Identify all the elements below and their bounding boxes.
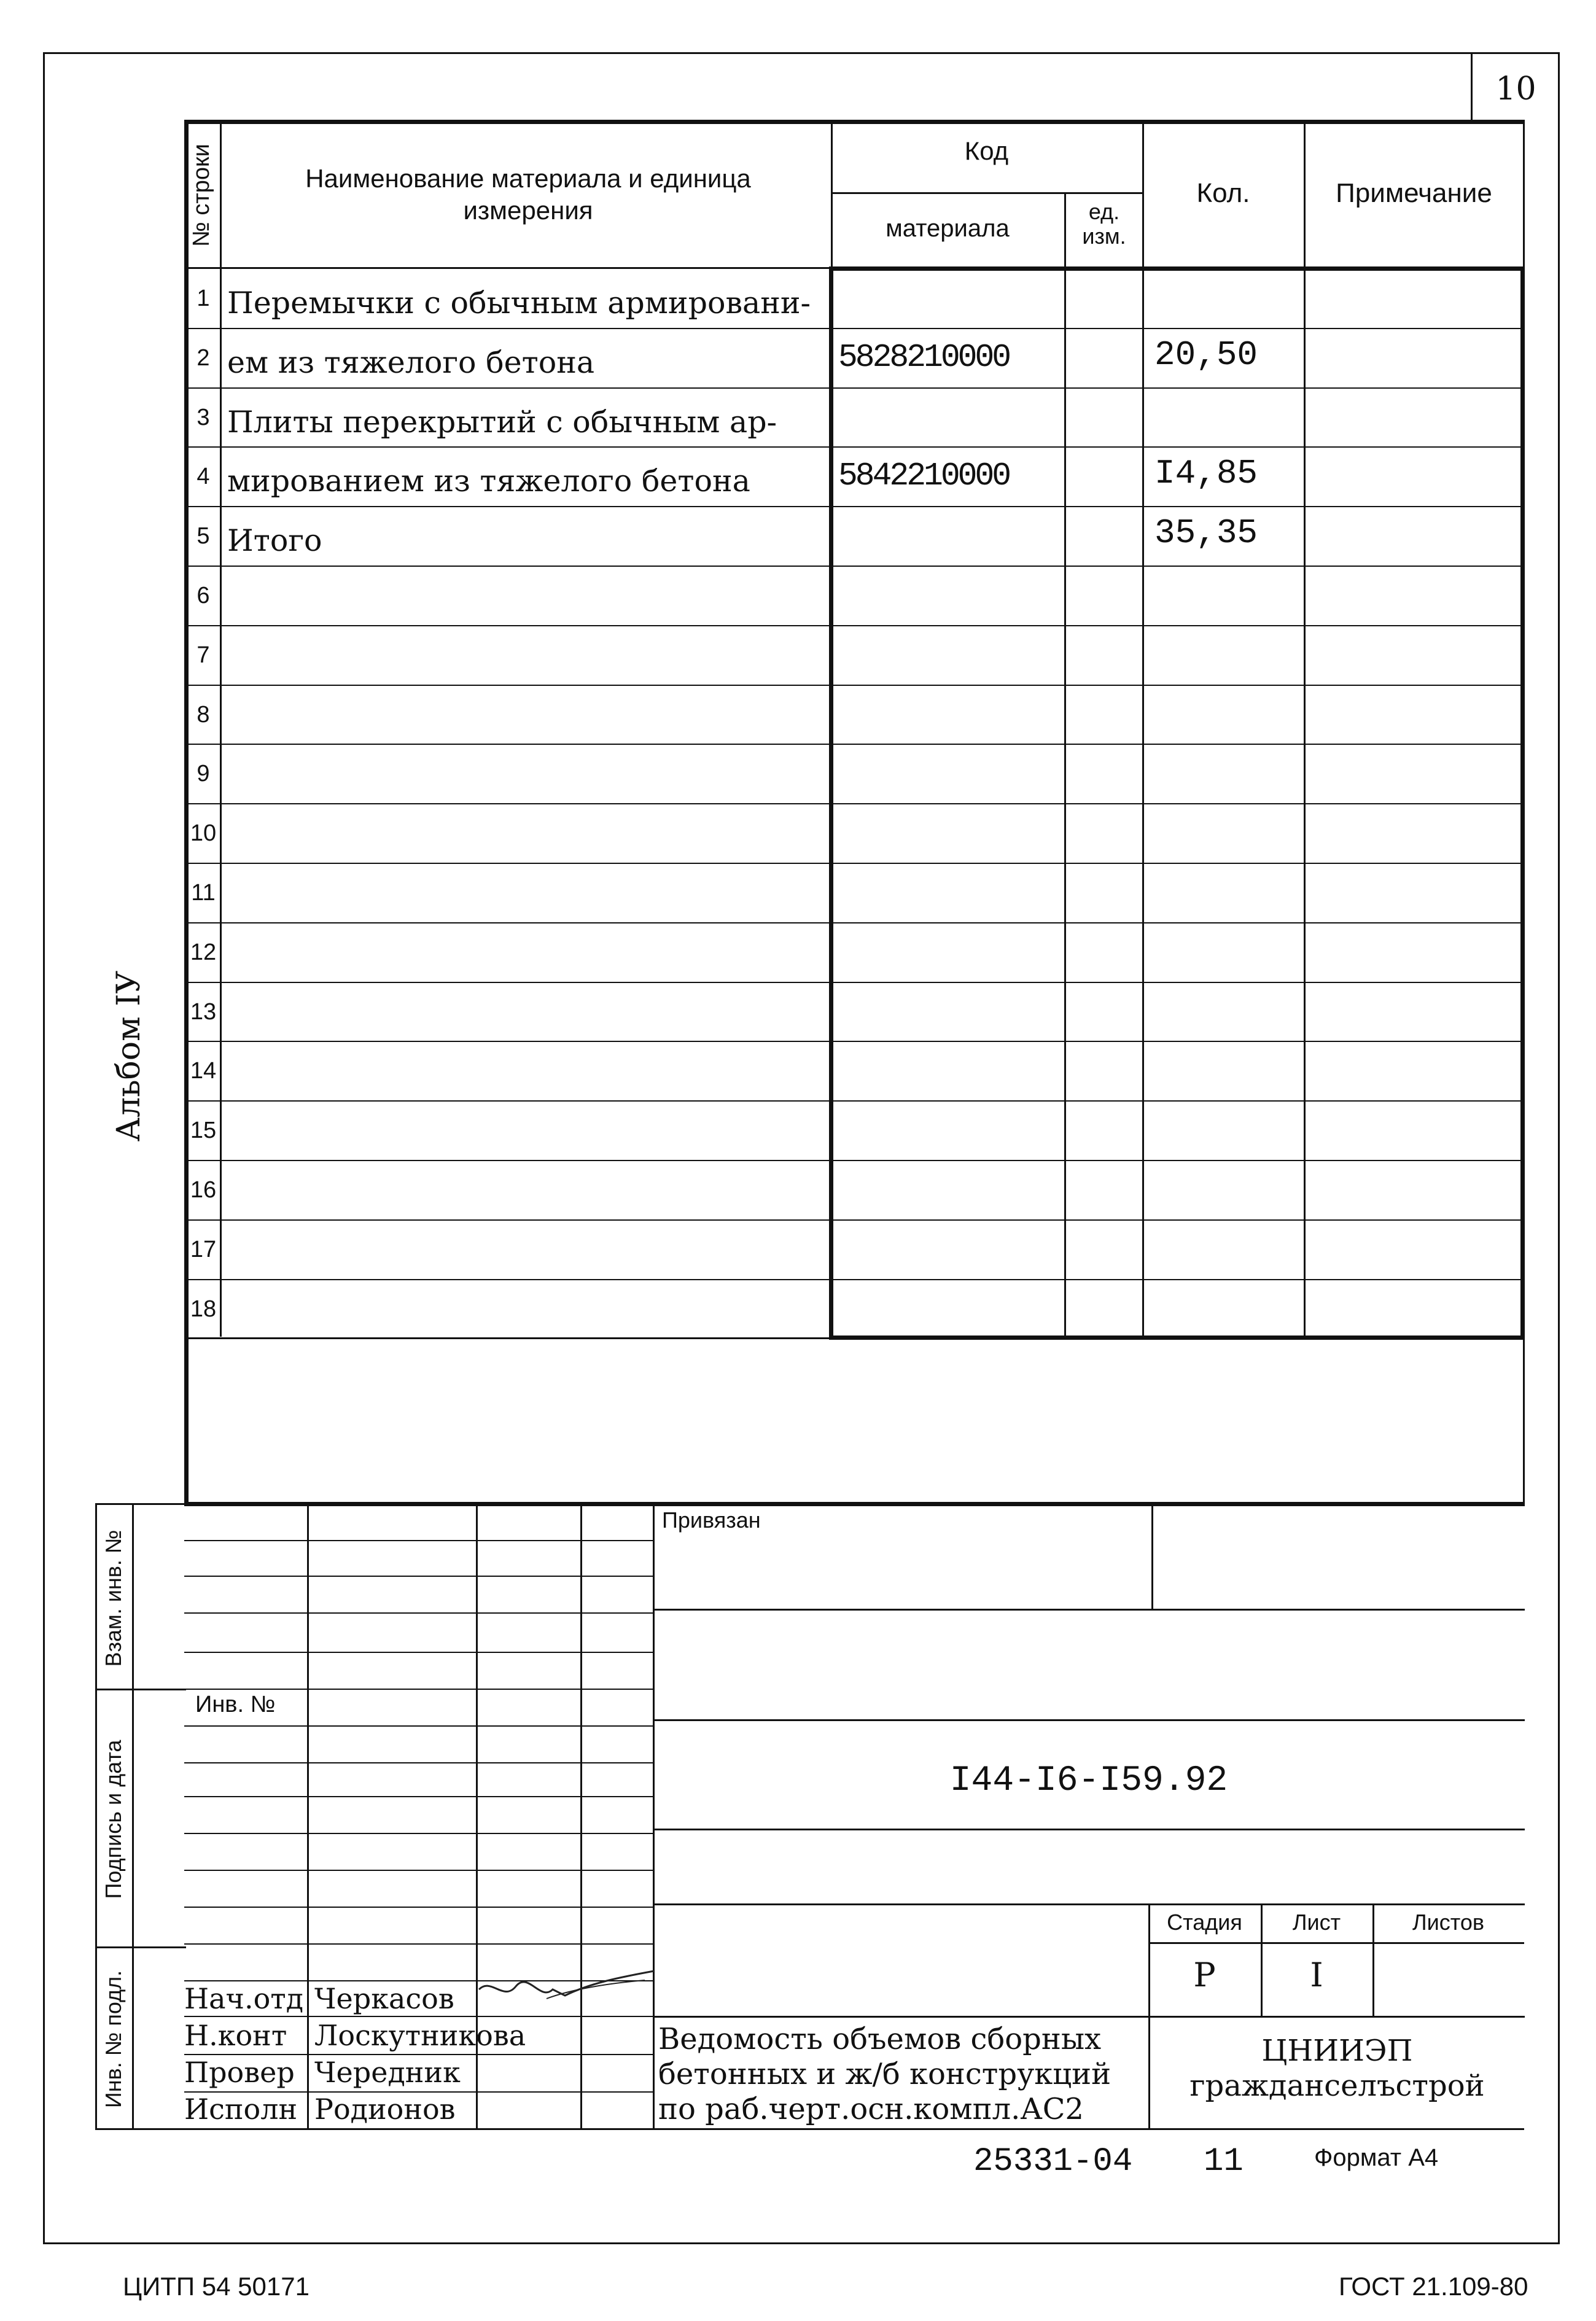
header-material-code: материала xyxy=(886,215,1010,242)
sheet-label: Лист xyxy=(1292,1910,1341,1935)
row-number: 17 xyxy=(190,1236,217,1262)
header-material-name: Наименование материала и единица измерения xyxy=(305,164,751,225)
row-number: 18 xyxy=(190,1296,217,1322)
signature-scribble xyxy=(473,1965,657,2020)
side-label-inv-podl: Инв. № подл. xyxy=(101,1970,126,2109)
handwritten-archive-number: 25331-04 xyxy=(973,2143,1133,2180)
row-number: 13 xyxy=(190,998,217,1025)
row-material-name: Итого xyxy=(227,523,322,559)
row-number: 10 xyxy=(190,820,217,847)
sheet-value: I xyxy=(1310,1956,1323,1994)
org-line-2: гражданселъстрой xyxy=(1189,2069,1485,2103)
title-line-1: Ведомость объемов сборных xyxy=(658,2022,1102,2056)
row-number: 14 xyxy=(190,1058,217,1084)
row-quantity: 35,35 xyxy=(1154,513,1258,553)
row-number: 11 xyxy=(191,880,216,906)
row-material-name: Плиты перекрытий с обычным ар- xyxy=(227,404,777,440)
row-quantity: I4,85 xyxy=(1154,454,1258,494)
side-label-vzam-inv: Взам. инв. № xyxy=(101,1530,126,1667)
row-number: 2 xyxy=(197,344,210,371)
role-label: Провер xyxy=(184,2056,295,2089)
row-material-name: мированием из тяжелого бетона xyxy=(227,464,750,499)
header-note: Примечание xyxy=(1336,178,1492,208)
row-number: 3 xyxy=(197,404,210,430)
row-material-code: 5828210000 xyxy=(838,338,1010,376)
inv-no-label: Инв. № xyxy=(195,1692,276,1717)
row-number: 1 xyxy=(197,286,210,311)
album-label: Альбом IУ xyxy=(111,970,147,1142)
role-person-name: Лоскутникова xyxy=(314,2019,526,2052)
sheets-label: Листов xyxy=(1412,1910,1484,1935)
page-number-box xyxy=(1471,52,1473,120)
footer-right: ГОСТ 21.109-80 xyxy=(1339,2272,1528,2301)
handwritten-sheet-number: 11 xyxy=(1204,2143,1244,2180)
row-quantity: 20,50 xyxy=(1154,335,1258,375)
row-number: 16 xyxy=(190,1177,217,1203)
row-number: 4 xyxy=(197,464,210,490)
title-line-3: по раб.черт.осн.компл.АС2 xyxy=(658,2092,1084,2126)
row-material-name: Перемычки с обычным армировани- xyxy=(227,286,811,321)
role-label: Исполн xyxy=(184,2093,298,2126)
role-person-name: Родионов xyxy=(314,2093,456,2126)
title-line-2: бетонных и ж/б конструкций xyxy=(658,2057,1111,2091)
org-line-1: ЦНИИЭП xyxy=(1261,2034,1413,2068)
row-number: 8 xyxy=(197,701,210,728)
row-number: 7 xyxy=(197,642,210,668)
row-number: 5 xyxy=(197,523,210,550)
row-number: 15 xyxy=(190,1118,217,1144)
header-code: Код xyxy=(964,136,1009,165)
row-material-name: ем из тяжелого бетона xyxy=(227,344,595,380)
row-number: 9 xyxy=(197,761,210,787)
privyazan-label: Привязан xyxy=(662,1507,761,1533)
row-material-code: 5842210000 xyxy=(838,457,1010,495)
format-label: Формат А4 xyxy=(1314,2144,1439,2171)
role-label: Нач.отд xyxy=(184,1982,304,2015)
row-number: 12 xyxy=(190,939,217,965)
footer-left: ЦИТП 54 50171 xyxy=(123,2272,309,2301)
side-label-podpis-data: Подпись и дата xyxy=(101,1740,126,1899)
row-number: 6 xyxy=(197,583,210,608)
header-row-number: № строки xyxy=(189,144,214,247)
document-code: I44-I6-I59.92 xyxy=(949,1761,1228,1801)
header-unit: ед. изм. xyxy=(1082,199,1126,249)
role-person-name: Черкасов xyxy=(314,1982,454,2015)
role-person-name: Чередник xyxy=(314,2056,461,2089)
role-label: Н.конт xyxy=(184,2019,287,2052)
page-number: 10 xyxy=(1495,71,1536,107)
header-quantity: Кол. xyxy=(1196,178,1250,208)
stage-label: Стадия xyxy=(1167,1910,1242,1935)
stage-value: Р xyxy=(1193,1956,1216,1994)
